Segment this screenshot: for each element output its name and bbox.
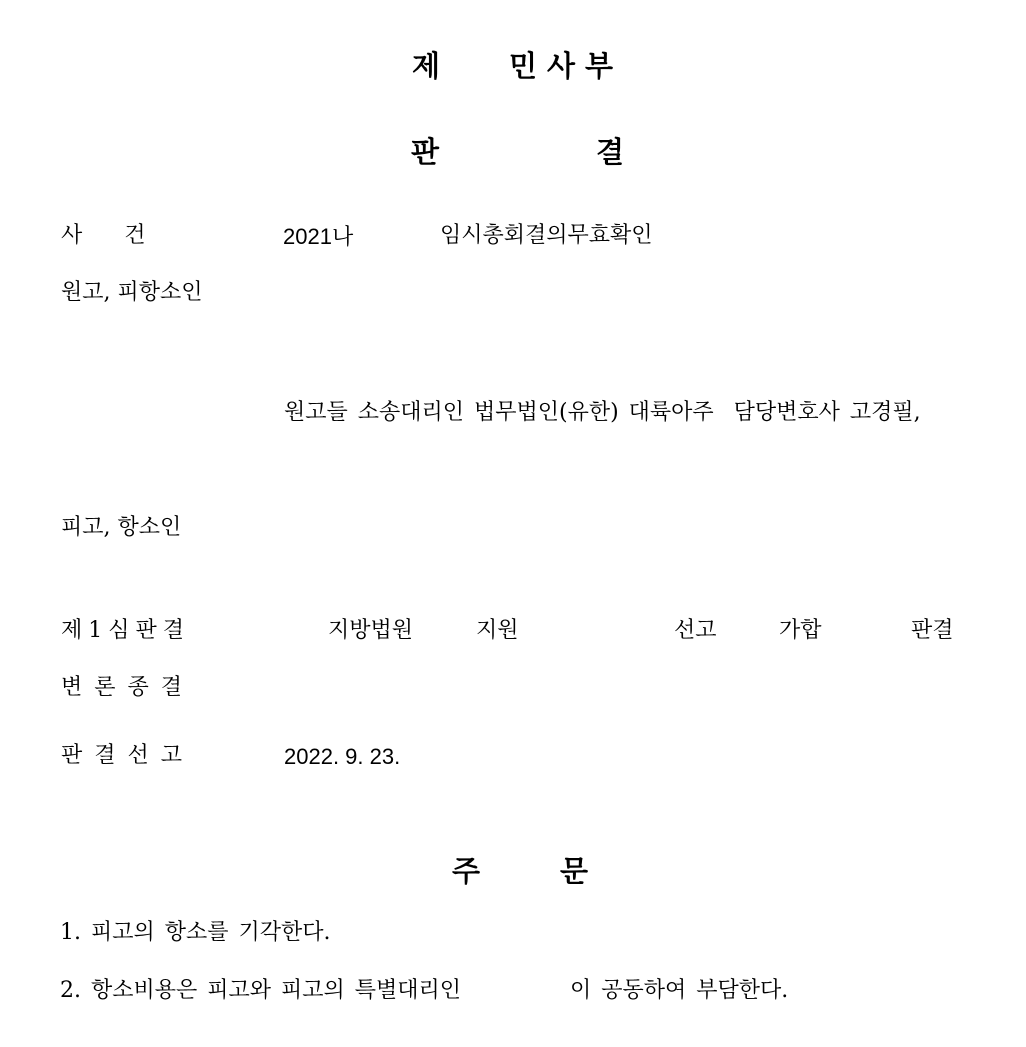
- case-number: 2021나: [283, 224, 354, 249]
- pronouncement-date: 2022. 9. 23.: [284, 744, 401, 769]
- plaintiff-counsel: 원고들 소송대리인 법무법인(유한) 대륙아주 담당변호사 고경필,: [284, 400, 921, 425]
- defendant-label: 피고, 항소인: [61, 515, 182, 540]
- order-item-1: 1. 피고의 항소를 기각한다.: [60, 920, 331, 945]
- first-instance-decl: 선고: [674, 618, 717, 643]
- court-division: 민사부: [509, 49, 624, 83]
- case-name: 임시총회결의무효확인: [440, 223, 653, 248]
- first-instance-label: 제1심판결: [61, 618, 191, 643]
- order-item-2-part2: 이 공동하여 부담한다.: [570, 978, 789, 1003]
- order-heading-mun: 문: [560, 854, 589, 888]
- first-instance-case-no: 가합: [779, 618, 822, 643]
- order-item-2-part1: 2. 항소비용은 피고와 피고의 특별대리인: [60, 978, 461, 1003]
- doc-type-pan: 판: [411, 135, 440, 169]
- first-instance-judgment: 판결: [911, 618, 954, 643]
- pronouncement-label: 판결선고: [61, 743, 195, 768]
- court-name-prefix: 제: [412, 49, 441, 83]
- doc-type-gyeol: 결: [596, 135, 625, 169]
- plaintiff-label: 원고, 피항소인: [61, 280, 203, 305]
- closing-label: 변론종결: [61, 675, 195, 700]
- first-instance-branch: 지원: [476, 618, 519, 643]
- case-label: 사 건: [61, 223, 146, 248]
- order-heading-ju: 주: [452, 854, 481, 888]
- first-instance-court: 지방법원: [328, 618, 414, 643]
